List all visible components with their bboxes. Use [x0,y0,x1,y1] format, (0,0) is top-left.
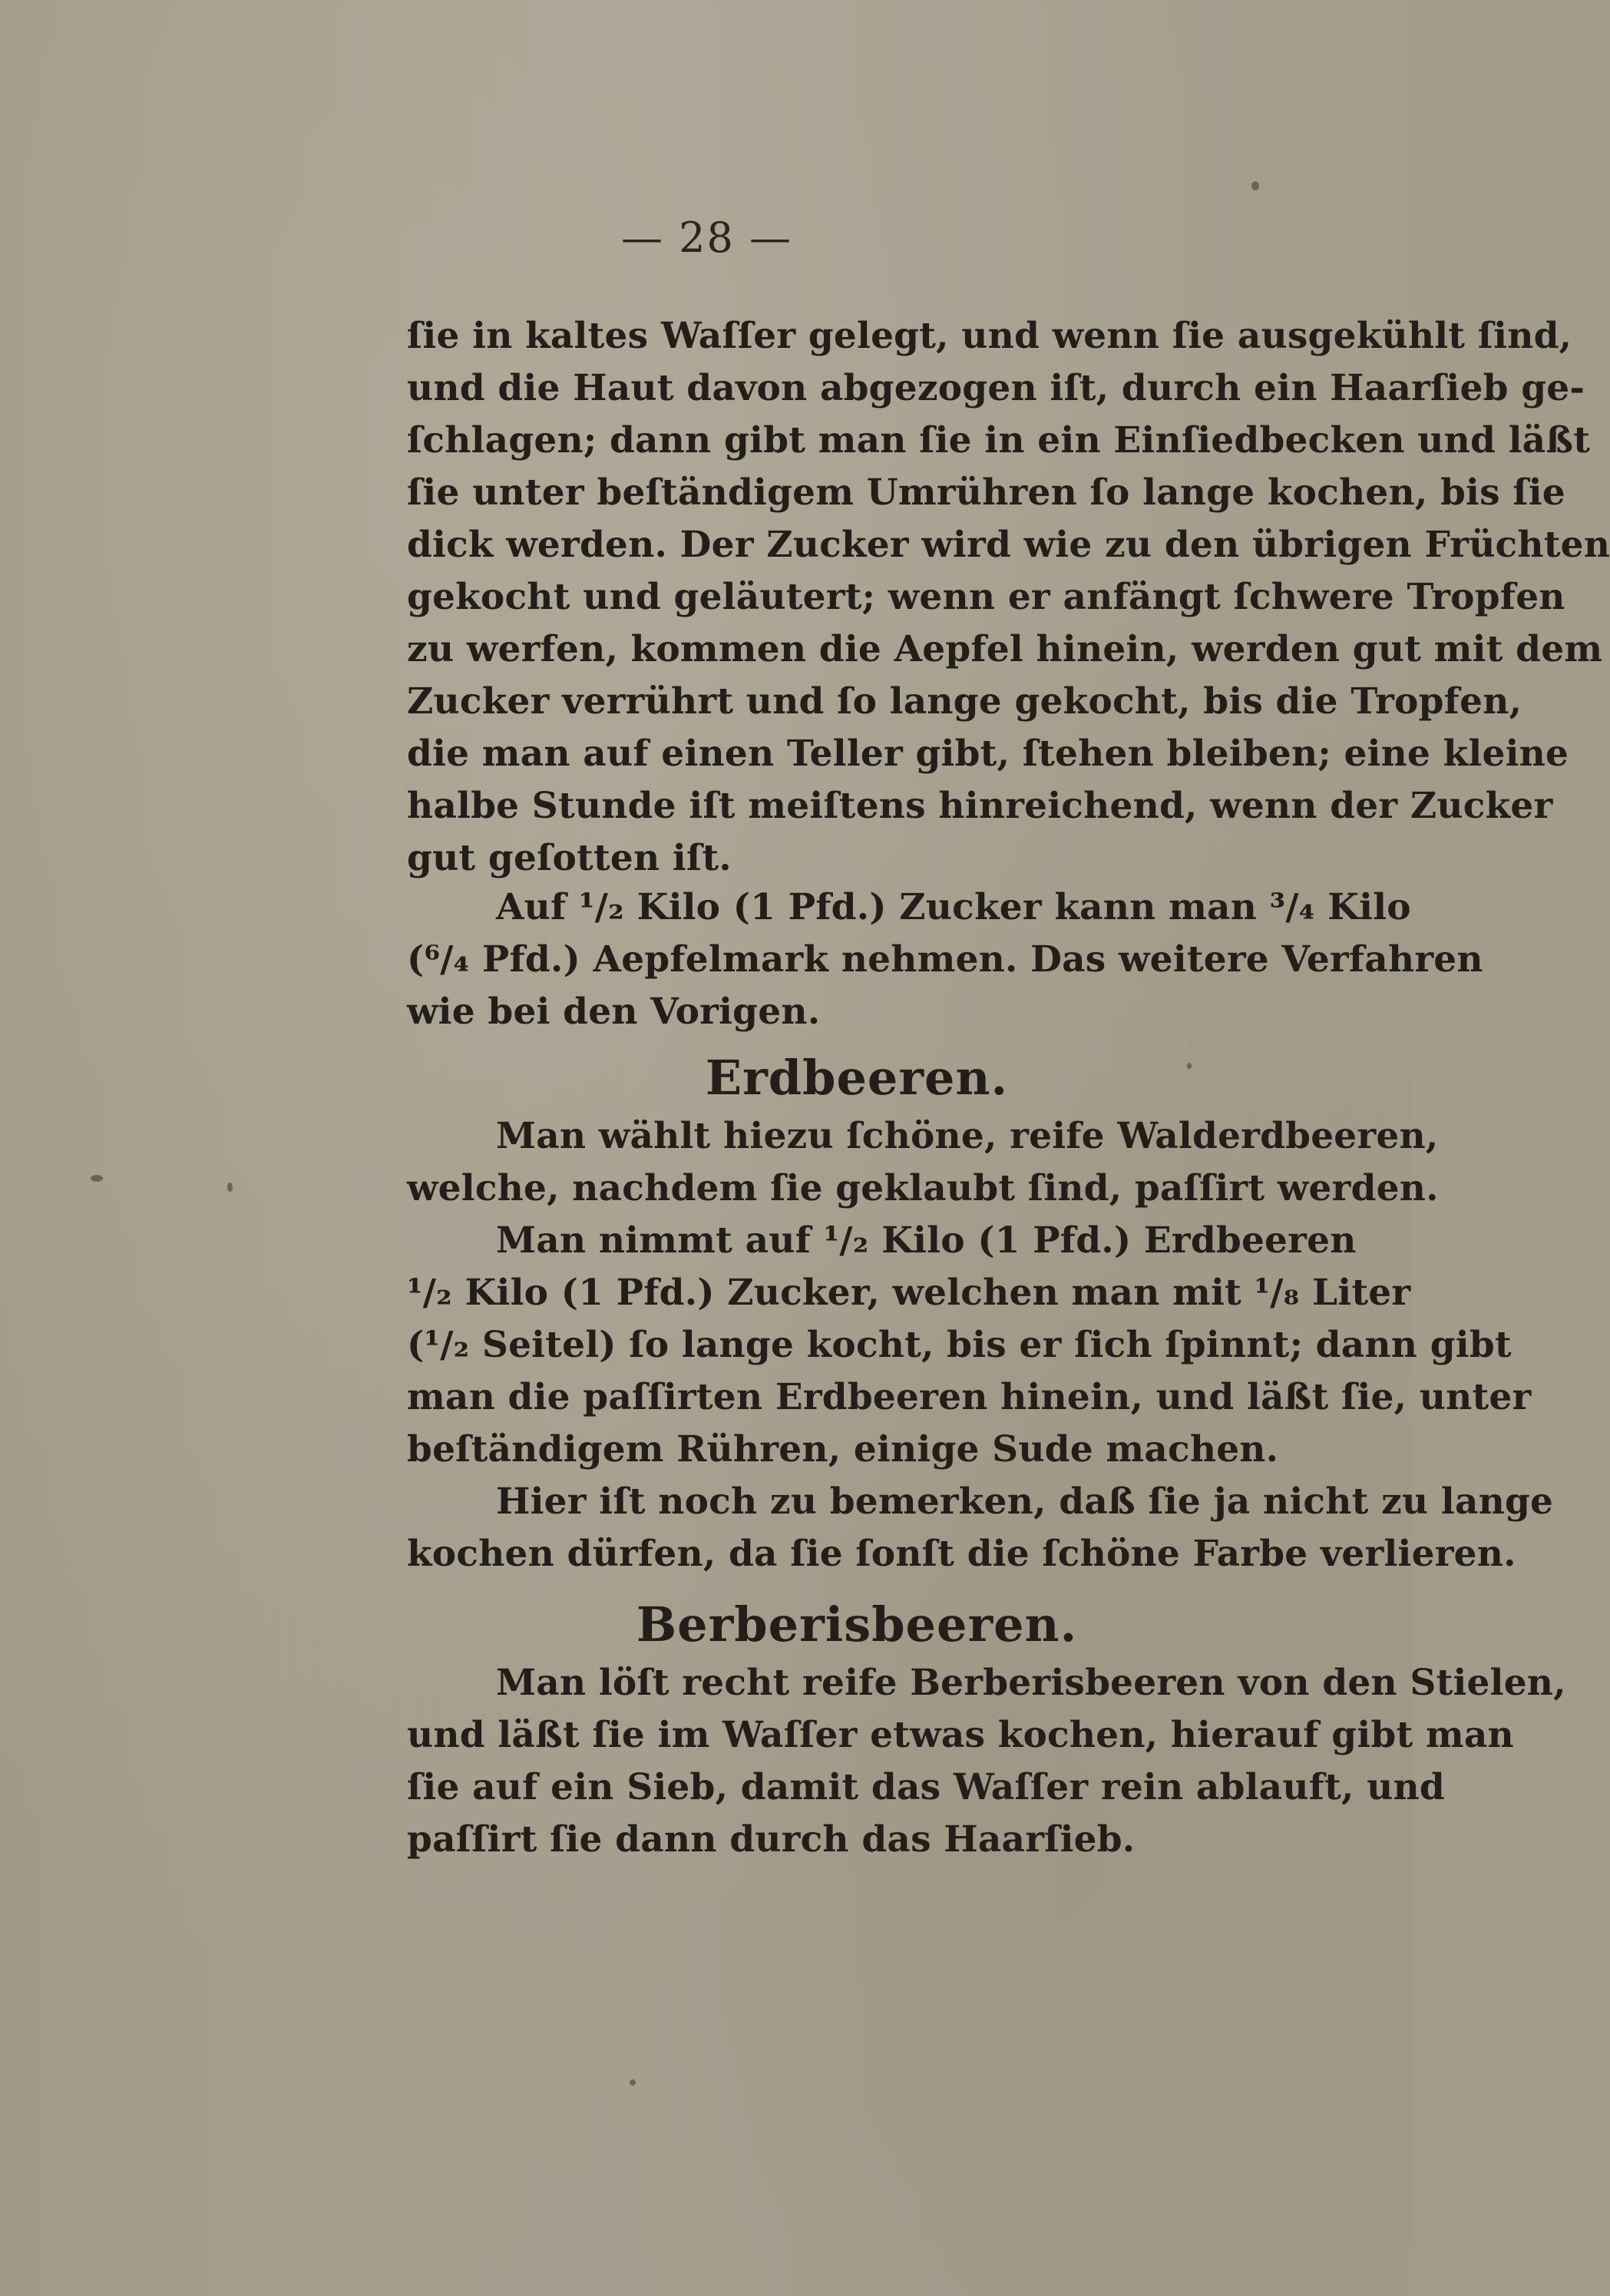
section-heading-strawberries: Erdbeeren. [705,1050,1009,1106]
paragraph-strawberry-quantities [407,1215,1532,1476]
paper-speck [227,1183,233,1192]
text-line: gut geſotten iſt. [407,837,732,879]
text-line: paſſirt ſie dann durch das Haarſieb. [407,1818,1136,1861]
text-line: Auf ¹/₂ Kilo (1 Pfd.) Zucker kann man ³/₄ Kilo [496,886,1411,928]
text-line: und läßt ſie im Waſſer etwas kochen, hierauf gibt man [407,1714,1514,1756]
paper-speck [91,1175,103,1182]
text-line: ſie unter beſtändigem Umrühren ſo lange kochen, bis ſie [407,471,1565,514]
paper-speck [630,2079,636,2086]
text-line: die man auf einen Teller gibt, ſtehen bleiben; eine kleine [407,733,1569,775]
text-line: halbe Stunde iſt meiſtens hinreichend, wenn der Zucker [407,785,1553,827]
text-line: Zucker verrührt und ſo lange gekocht, bis die Tropfen, [407,680,1522,723]
text-line: welche, nachdem ſie geklaubt ſind, paſſirt werden. [407,1167,1439,1209]
text-line: ¹/₂ Kilo (1 Pfd.) Zucker, welchen man mit ¹/₈ Liter [407,1272,1411,1314]
text-line: zu werfen, kommen die Aepfel hinein, werden gut mit dem [407,628,1603,670]
page-number: — 28 — [620,213,793,262]
text-line: Man löſt recht reife Berberisbeeren von den Stielen, [496,1662,1566,1704]
paragraph-barberries [407,1657,1566,1866]
text-line: (⁶/₄ Pfd.) Aepfelmark nehmen. Das weitere Verfahren [407,938,1483,981]
text-line: dick werden. Der Zucker wird wie zu den übrigen Früchten [407,524,1610,566]
text-line: Man nimmt auf ¹/₂ Kilo (1 Pfd.) Erdbeeren [496,1219,1357,1262]
paragraph-apple-quantities [407,882,1483,1038]
section-heading-barberries: Berberisbeeren. [636,1596,1078,1653]
text-line: und die Haut davon abgezogen iſt, durch ein Haarſieb ge- [407,367,1585,409]
text-line: man die paſſirten Erdbeeren hinein, und läßt ſie, unter [407,1376,1532,1418]
text-line: Man wählt hiezu ſchöne, reife Walderdbeeren, [496,1115,1439,1157]
text-line: ſie auf ein Sieb, damit das Waſſer rein ablauft, und [407,1766,1445,1808]
paper-speck [1251,181,1259,190]
paragraph-strawberry-note [407,1476,1554,1580]
text-line: ſchlagen; dann gibt man ſie in ein Einſiedbecken und läßt [407,419,1591,462]
paragraph-strawberry-selection [407,1110,1439,1215]
text-line: gekocht und geläutert; wenn er anfängt ſchwere Tropfen [407,576,1565,618]
paragraph-apple-continuation [407,310,1610,885]
text-line: Hier iſt noch zu bemerken, daß ſie ja nicht zu lange [496,1480,1554,1523]
text-line: wie bei den Vorigen. [407,991,821,1033]
text-line: ſie in kaltes Waſſer gelegt, und wenn ſie ausgekühlt ſind, [407,315,1572,357]
text-line: kochen dürfen, da ſie ſonſt die ſchöne Farbe verlieren. [407,1533,1516,1575]
text-line: (¹/₂ Seitel) ſo lange kocht, bis er ſich ſpinnt; dann gibt [407,1324,1512,1366]
text-line: beſtändigem Rühren, einige Sude machen. [407,1428,1279,1471]
